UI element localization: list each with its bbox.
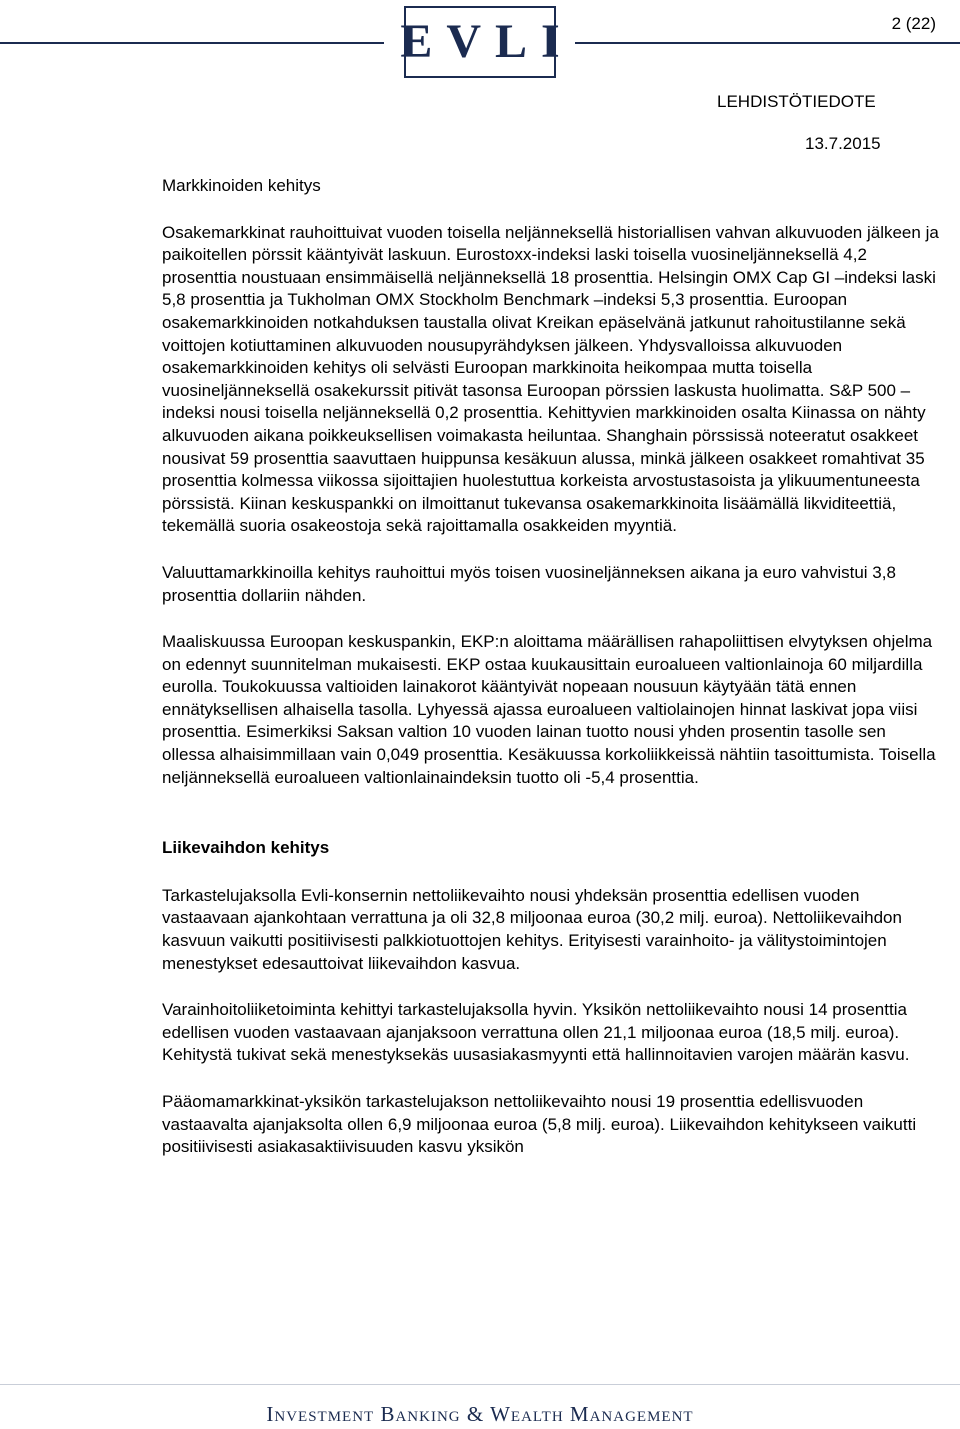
section-heading-revenue: Liikevaihdon kehitys xyxy=(162,838,330,858)
header-rule-left xyxy=(0,42,384,44)
paragraph: Tarkastelujaksolla Evli-konsernin nettoliikevaihto nousi yhdeksän prosenttia edellisen vuoden vastaavaan ajankohtaan verrattuna ja oli 32,8 miljoonaa euroa (30,2 milj. euroa). Nettoliikevaihdon kasvuun vaikutti positiivisesti palkkiotuottojen kehitys. Erityisesti varainhoito- ja välitystoimintojen menestykset edesauttoivat liikevaihdon kasvua. xyxy=(162,885,902,973)
paragraph: Pääomamarkkinat-yksikön tarkastelujakson nettoliikevaihto nousi 19 prosenttia edellisvuoden vastaavalta ajanjaksolta ollen 6,9 miljoonaa euroa (5,8 milj. euroa). Liikevaihdon kehitykseen vaikutti positiivisesti asiakasaktiivisuuden kasvu yksikön xyxy=(162,1092,917,1157)
paragraph: Varainhoitoliiketoiminta kehittyi tarkastelujaksolla hyvin. Yksikön nettoliikevaihto nousi 14 prosenttia edellisen vuoden vastaavaan ajanjaksoon verrattuna ollen 21,1 miljoonaa euroa (18,5 milj. euroa). Kehitystä tukivat sekä menestyksekäs uusasiakasmyynti että hallinnoitavien varojen määrän kasvu. xyxy=(162,1000,910,1065)
footer-tagline: Investment Banking & Wealth Management xyxy=(266,1402,694,1426)
header-rule-right xyxy=(575,42,960,44)
section-heading-market: Markkinoiden kehitys xyxy=(162,176,321,195)
document-body xyxy=(162,175,942,1159)
footer-rule xyxy=(0,1384,960,1385)
document-date: 13.7.2015 xyxy=(805,134,881,153)
evli-logo xyxy=(400,6,574,78)
page-number: 2 (22) xyxy=(891,14,936,33)
paragraph: Maaliskuussa Euroopan keskuspankin, EKP:n aloittama määrällisen rahapoliittisen elvytyksen ohjelma on edennyt suunnitelman mukaisesti. EKP ostaa kuukausittain euroalueen valtionlainoja 60 miljardilla eurolla. Toukokuussa valtioiden lainakorot kääntyivät nopeaan nousuun käytyään tätä ennen ennätyksellisen alhaisella tasolla. Lyhyessä ajassa euroalueen valtiolainojen hinnat laskivat jopa viisi prosenttia. Esimerkiksi Saksan valtion 10 vuoden lainan tuotto nousi yhden prosentin tasolle sen ollessa alhaisimmillaan vain 0,049 prosenttia. Kesäkuussa korkoliikkeissä nähtiin tasoittumista. Toisella neljänneksellä euroalueen valtionlainaindeksin tuotto oli -5,4 prosenttia. xyxy=(162,632,936,787)
logo-text: EVLI xyxy=(400,15,574,68)
paragraph: Osakemarkkinat rauhoittuivat vuoden toisella neljänneksellä historiallisen vahvan alkuvuoden jälkeen ja paikoitellen pörssit kääntyivät laskuun. Eurostoxx-indeksi laski toisella vuosineljänneksellä 4,2 prosenttia noustuaan ensimmäisellä neljänneksellä 18 prosenttia. Helsingin OMX Cap GI –indeksi laski 5,8 prosenttia ja Tukholman OMX Stockholm Benchmark –indeksi 5,3 prosenttia. Euroopan osakemarkkinoiden notkahduksen taustalla olivat Kreikan epäselvänä jatkunut rahoitustilanne sekä voittojen kotiuttaminen alkuvuoden nousupyrähdyksen jälkeen. Yhdysvalloissa alkuvuoden osakemarkkinoiden kehitys oli selvästi Euroopan markkinoita heikompaa mutta toisella vuosineljänneksellä osakekurssit pitivät tasonsa Euroopan pörssien laskusta huolimatta. S&P 500 –indeksi nousi toisella neljänneksellä 0,2 prosenttia. Kehittyvien markkinoiden osalta Kiinassa on nähty alkuvuoden aikana poikkeuksellisen voimakasta heiluntaa. Shanghain pörssissä noteeratut osakkeet nousivat 59 prosenttia saavuttaen huippunsa kesäkuun alussa, minkä jälkeen osakkeet romahtivat 35 prosenttia kolmessa viikossa sijoittajien huolestuttua korkeista arvostustasoista ja ylikuumentuneesta pörssistä. Kiinan keskuspankki on ilmoittanut tukevansa osakemarkkinoita lisäämällä likviditeettiä, tekemällä suoria osakeostoja sekä rajoittamalla osakkeiden myyntiä. xyxy=(162,222,939,536)
paragraph: Valuuttamarkkinoilla kehitys rauhoittui myös toisen vuosineljänneksen aikana ja euro vahvistui 3,8 prosenttia dollariin nähden. xyxy=(162,562,896,605)
document-type: LEHDISTÖTIEDOTE xyxy=(717,92,876,111)
